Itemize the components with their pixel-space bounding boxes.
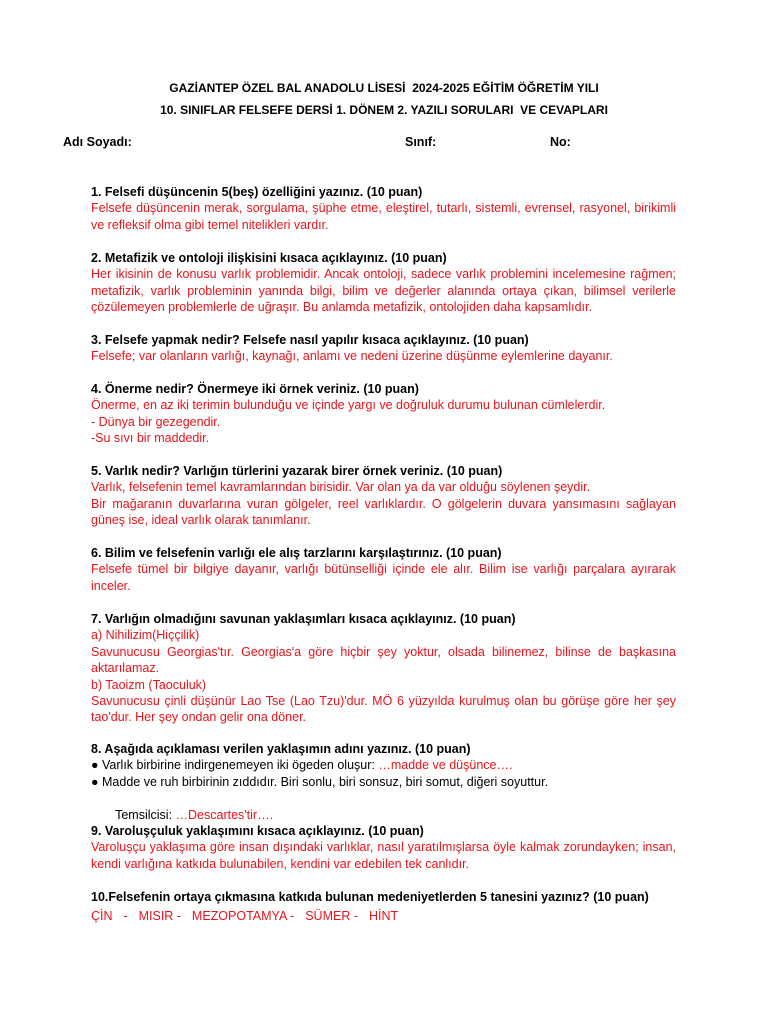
question-4 [91,381,676,447]
question-text: 4. Önerme nedir? Önermeye iki örnek veriniz. (10 puan) [91,382,419,396]
answer-example-1: - Dünya bir gezegendir. [91,414,221,429]
question-text: 1. Felsefi düşüncenin 5(beş) özelliğini yazınız. (10 puan) [91,185,423,199]
civilizations-list [91,908,676,924]
civilization-item: HİNT [368,909,399,924]
answer-text: Felsefe düşüncenin merak, sorgulama, şüphe etme, eleştirel, tutarlı, sistemli, evrensel, rasyonel, birikimli ve refleksif olma gibi temel nitelikleri vardır. [91,201,676,232]
answer-nihilism-text: Savunucusu Georgias'tır. Georgias'a göre hiçbir şey yoktur, olsada bilinemez, bilinse de başkasına aktarılamaz. [91,644,676,676]
question-5 [91,463,676,529]
name-label: Adı Soyadı: [63,135,132,149]
answer-text: Varoluşçu yaklaşıma göre insan dışındaki varlıklar, nasıl yaratılmışlarsa öyle kalmak zorundayken; insan, kendi varlığına katkıda bulunabilen, kendini var edebilen tek canlıdır. [91,840,676,871]
answer-text: Önerme, en az iki terimin bulunduğu ve içinde yargı ve doğruluk durumu bulunan cümlelerdir. [91,398,606,413]
civilization-item: ÇİN [91,909,113,924]
question-text: 8. Aşağıda açıklaması verilen yaklaşımın adını yazınız. (10 puan) [91,742,471,756]
question-text: 2. Metafizik ve ontoloji ilişkisini kısaca açıklayınız. (10 puan) [91,251,447,265]
question-text: 9. Varoluşçuluk yaklaşımını kısaca açıklayınız. (10 puan) [91,824,424,838]
number-label: No: [550,135,571,149]
civilization-item: SÜMER - [305,909,358,924]
question-6 [91,545,676,594]
question-text: 10.Felsefenin ortaya çıkmasına katkıda bulunan medeniyetlerden 5 tanesini yazınız? (10 puan) [91,890,649,904]
question-3 [91,332,676,365]
question-text: 5. Varlık nedir? Varlığın türlerini yazarak birer örnek veriniz. (10 puan) [91,464,503,478]
question-9 [91,823,676,872]
answer-line-3: Temsilcisi: …Descartes'tir…. [111,807,274,822]
answer-text: Felsefe; var olanların varlığı, kaynağı, anlamı ve nedeni üzerine düşünme eylemlerine dayanır. [91,349,613,364]
question-1 [91,184,676,233]
answer-taoism-title: b) Taoizm (Taoculuk) [91,677,207,692]
question-text: 7. Varlığın olmadığını savunan yaklaşımları kısaca açıklayınız. (10 puan) [91,612,516,626]
question-text: 3. Felsefe yapmak nedir? Felsefe nasıl yapılır kısaca açıklayınız. (10 puan) [91,333,529,347]
question-10 [91,889,676,925]
answer-line-1: ● Varlık birbirine indirgenemeyen iki ögeden oluşur: …madde ve düşünce…. [91,758,513,773]
answer-text: Her ikisinin de konusu varlık problemidir. Ancak ontoloji, sadece varlık problemini incelemesine rağmen; metafizik, varlık probleminin yanında bilgi, bilim ve değerler alanında ortaya çıkan, bilimsel verilerle çözülemeyen problemlerle de uğraşır. Bu anlamda metafizik, ontolojiden daha kapsamlıdır. [91,267,676,315]
header-line-1: GAZİANTEP ÖZEL BAL ANADOLU LİSESİ 2024-2025 EĞİTİM ÖĞRETİM YILI [169,81,599,95]
answer-text: Felsefe tümel bir bilgiye dayanır, varlığı bütünselliği içinde ele alır. Bilim ise varlığı parçalara ayırarak inceler. [91,562,676,593]
question-2 [91,250,676,316]
answer-text-2: Bir mağaranın duvarlarına vuran gölgeler, reel varlıklardır. O gölgelerin duvara yansımasını sağlayan güneş ise, ideal varlık olarak tanımlanır. [91,496,676,528]
civilization-item: MEZOPOTAMYA - [191,909,295,924]
question-7 [91,611,676,726]
answer-text: Varlık, felsefenin temel kavramlarından birisidir. Var olan ya da var olduğu söylenen şeydir. [91,480,591,495]
civilization-item: MISIR - [138,909,181,924]
answer-line-2: ● Madde ve ruh birbirinin zıddıdır. Biri sonlu, biri sonsuz, biri somut, diğeri soyuttur. [91,774,549,789]
class-label: Sınıf: [405,135,437,149]
answer-example-2: -Su sıvı bir maddedir. [91,431,210,446]
civilization-separator: - [123,909,128,924]
question-text: 6. Bilim ve felsefenin varlığı ele alış tarzlarını karşılaştırınız. (10 puan) [91,546,502,560]
header-line-2: 10. SINIFLAR FELSEFE DERSİ 1. DÖNEM 2. YAZILI SORULARI VE CEVAPLARI [160,103,608,117]
answer-nihilism-title: a) Nihilizim(Hiççilik) [91,628,200,643]
answer-taoism-text: Savunucusu çinli düşünür Lao Tse (Lao Tzu)'dur. MÖ 6 yüzyılda kurulmuş olan bu görüşe göre her şey tao'dur. Her şey ondan gelir ona döner. [91,694,676,725]
